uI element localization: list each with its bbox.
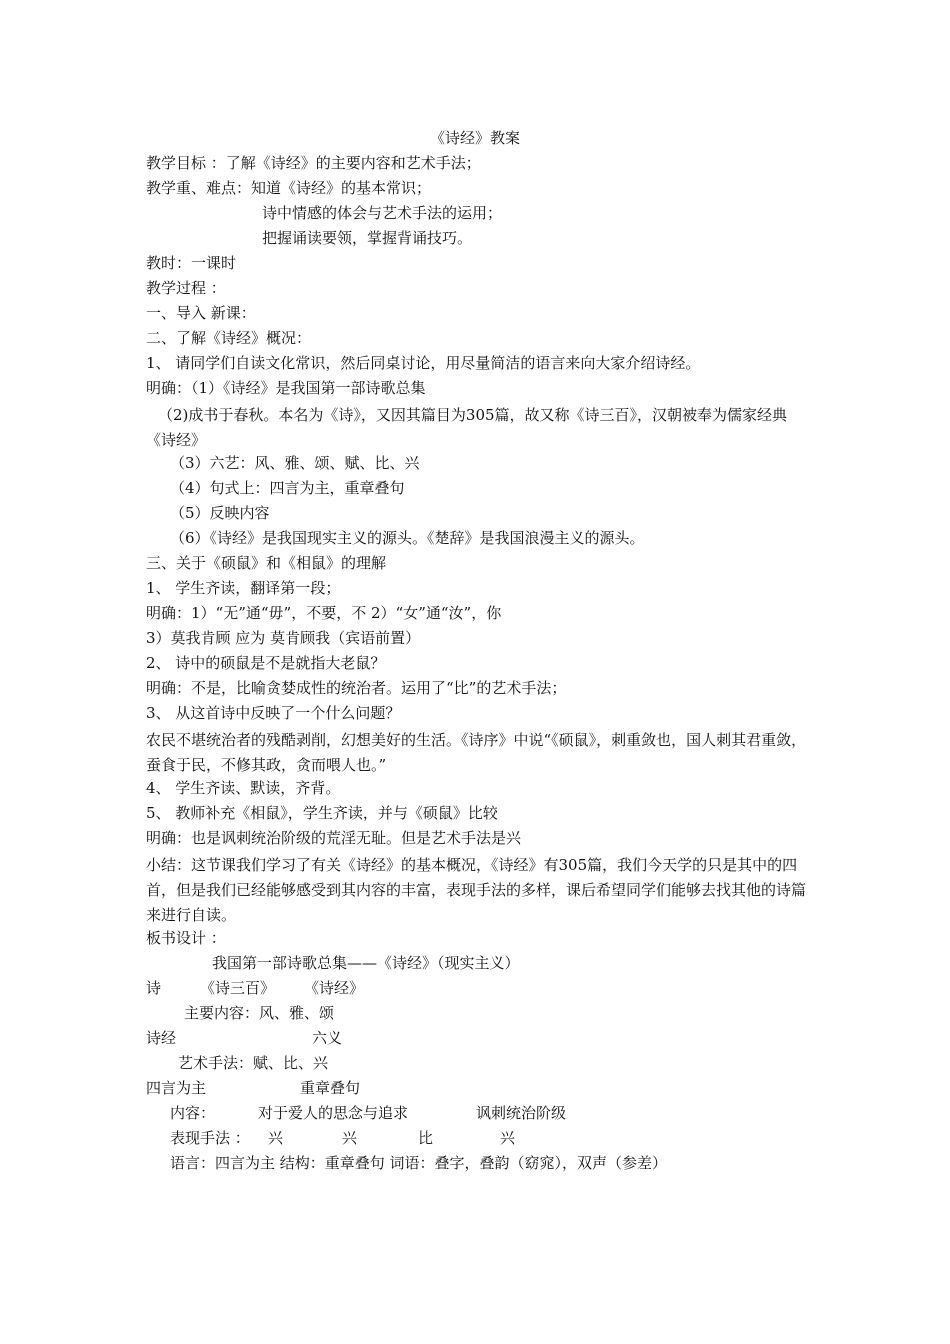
board-content-label: 内容： bbox=[170, 1104, 216, 1122]
section-2-heading: 二、了解《诗经》概况： bbox=[146, 329, 312, 347]
section-3-answer-2: 明确：不是，比喻贪婪成性的统治者。运用了“比”的艺术手法； bbox=[146, 679, 567, 697]
board-shi300: 《诗三百》 bbox=[200, 979, 276, 997]
section-2-point-3: （3）六艺：风、雅、颂、赋、比、兴 bbox=[170, 454, 420, 472]
board-art: 艺术手法：赋、比、兴 bbox=[178, 1054, 329, 1072]
section-2-point-2: （2)成书于春秋。本名为《诗》，又因其篇目为305篇，故又称《诗三百》，汉朝被奉为儒家经典《诗经》 bbox=[146, 406, 788, 449]
board-shijing: 诗经 bbox=[146, 1029, 177, 1047]
section-3-question-5: 5、 教师补充《相鼠》，学生齐读，并与《硕鼠》比较 bbox=[146, 804, 498, 822]
section-3-question-3: 3、 从这首诗中反映了一个什么问题？ bbox=[146, 704, 401, 722]
board-line-1: 我国第一部诗歌总集——《诗经》（现实主义） bbox=[212, 954, 520, 972]
section-2-point-5: （5）反映内容 bbox=[170, 504, 270, 522]
board-heading: 板书设计 ： bbox=[146, 929, 226, 947]
doc-title: 《诗经》教案 bbox=[429, 129, 520, 147]
board-content-1: 对于爱人的思念与追求 bbox=[258, 1104, 409, 1122]
board-content-2: 讽刺统治阶级 bbox=[476, 1104, 567, 1122]
teaching-goal: 教学目标 ：了解《诗经》的主要内容和艺术手法； bbox=[146, 154, 481, 172]
board-expression-1: 兴 bbox=[268, 1129, 284, 1147]
board-expression-4: 兴 bbox=[500, 1129, 516, 1147]
section-1-heading: 一、导入 新课： bbox=[146, 304, 256, 322]
section-2-answer-1: 明确：（1）《诗经》是我国第一部诗歌总集 bbox=[146, 379, 426, 397]
section-3-question-4: 4、 学生齐读、默读，齐背。 bbox=[146, 779, 341, 797]
section-2-point-4: （4）句式上：四言为主，重章叠句 bbox=[170, 479, 405, 497]
section-3-answer-5: 明确：也是讽刺统治阶级的荒淫无耻。但是艺术手法是兴 bbox=[146, 829, 522, 847]
board-siyan: 四言为主 bbox=[146, 1079, 207, 1097]
section-3-heading: 三、关于《硕鼠》和《相鼠》的理解 bbox=[146, 554, 387, 572]
board-language: 语言：四言为主 结构：重章叠句 词语：叠字，叠韵（窈窕），双声（参差） bbox=[170, 1154, 668, 1172]
teaching-hours: 教时：一课时 bbox=[146, 254, 237, 272]
section-3-question-2: 2、 诗中的硕鼠是不是就指大老鼠？ bbox=[146, 654, 386, 672]
teaching-process: 教学过程 ： bbox=[146, 279, 226, 297]
key-points-3: 把握诵读要领，掌握背诵技巧。 bbox=[262, 229, 473, 247]
section-3-answer-3: 农民不堪统治者的残酷剥削，幻想美好的生活。《诗序》中说“《硕鼠》，刺重敛也，国人刺其君重敛，蚕食于民，不修其政，贪而喂人也。” bbox=[146, 731, 807, 774]
section-2-point-6: （6）《诗经》是我国现实主义的源头。《楚辞》是我国浪漫主义的源头。 bbox=[170, 529, 645, 547]
summary-paragraph: 小结：这节课我们学习了有关《诗经》的基本概况，《诗经》有305篇，我们今天学的只是其中的四首，但是我们已经能够感受到其内容的丰富，表现手法的多样，课后希望同学们能够去找其他的诗篇来进行自读。 bbox=[146, 856, 807, 924]
section-2-question-1: 1、 请同学们自读文化常识，然后同桌讨论，用尽量简洁的语言来向大家介绍诗经。 bbox=[146, 354, 701, 372]
board-shijing-quote: 《诗经》 bbox=[304, 979, 365, 997]
section-3-question-1: 1、 学生齐读，翻译第一段； bbox=[146, 579, 341, 597]
key-points-1: 教学重、难点：知道《诗经》的基本常识； bbox=[146, 179, 432, 197]
board-expression-label: 表现手法 ： bbox=[170, 1129, 250, 1147]
board-liuyi: 六义 bbox=[312, 1029, 343, 1047]
section-3-answer-1: 明确：1）“无”通“毋”，不要，不 2）“女”通“汝”，你 bbox=[146, 604, 502, 622]
section-3-answer-1b: 3）莫我肯顾 应为 莫肯顾我（宾语前置） bbox=[146, 629, 421, 647]
key-points-2: 诗中情感的体会与艺术手法的运用； bbox=[262, 204, 503, 222]
board-shi: 诗 bbox=[146, 979, 162, 997]
board-expression-2: 兴 bbox=[342, 1129, 358, 1147]
board-expression-3: 比 bbox=[418, 1129, 434, 1147]
board-main-content: 主要内容：风、雅、颂 bbox=[184, 1004, 335, 1022]
board-chongzhang: 重章叠句 bbox=[300, 1079, 361, 1097]
